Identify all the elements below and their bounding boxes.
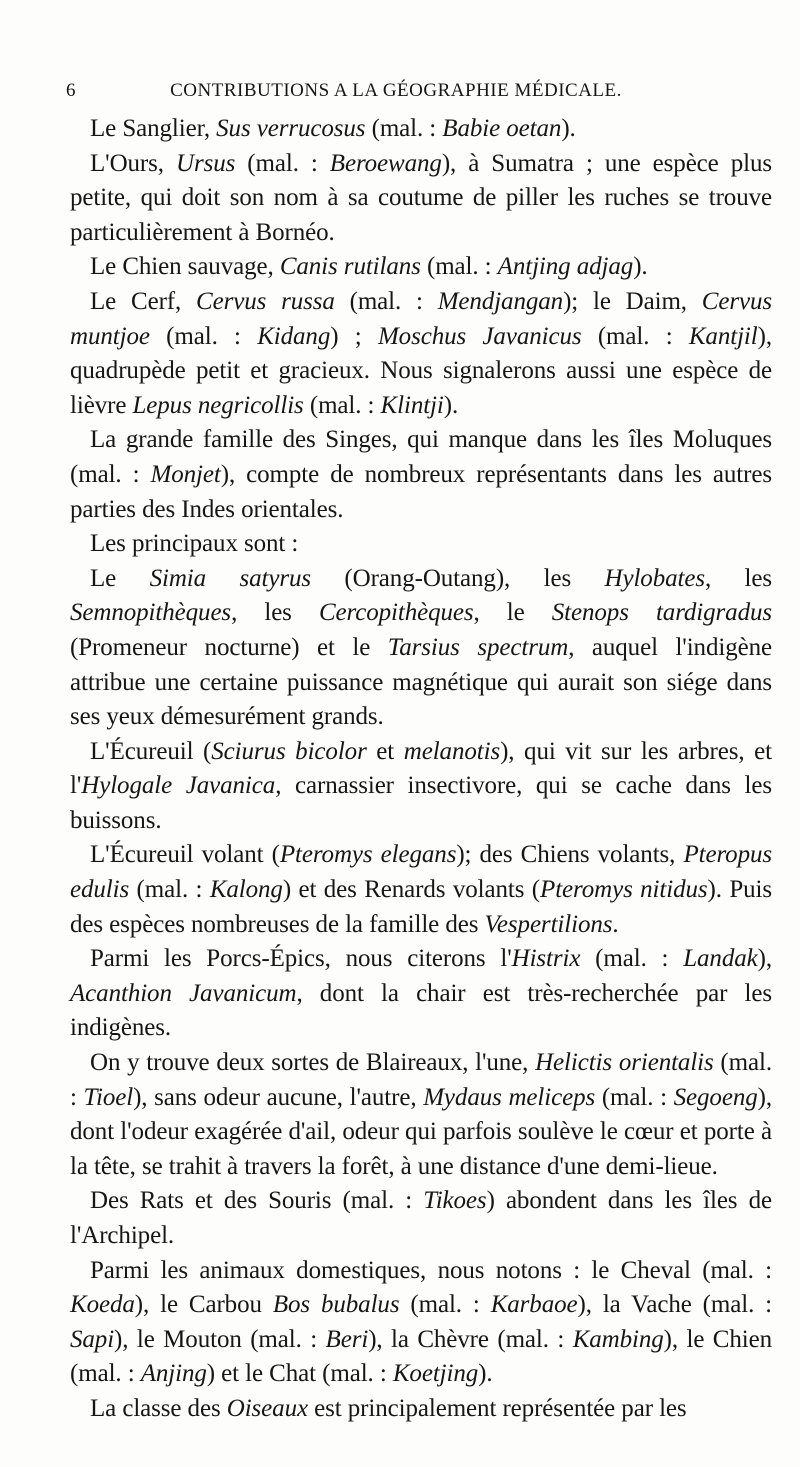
paragraph: La grande famille des Singes, qui manque dans les îles Moluques (mal. : Monjet), compte de nombreux représentants dans les autres parties des Indes orientales.: [70, 426, 772, 523]
taxon-name: Mydaus meliceps: [423, 1083, 596, 1111]
taxon-name: Histrix: [511, 945, 581, 973]
taxon-name: Cercopithèques: [318, 599, 474, 627]
taxon-name: Simia satyrus: [149, 564, 311, 592]
taxon-name: Lepus negricollis: [132, 391, 304, 419]
taxon-name: Helictis orientalis: [535, 1049, 714, 1077]
taxon-name: Pteropus edulis: [70, 841, 772, 904]
paragraph: Parmi les Porcs-Épics, nous citerons l'Histrix (mal. : Landak), Acanthion Javanicum, dont la chair est très-recherchée par les indigènes.: [70, 945, 773, 1042]
taxon-name: Babie oetan: [442, 115, 562, 142]
taxon-name: Anjing: [140, 1360, 207, 1388]
taxon-name: Hylobates: [604, 564, 705, 592]
paragraph: L'Écureuil volant (Pteromys elegans); des Chiens volants, Pteropus edulis (mal. : Kalong) et des Renards volants (Pteromys nitidus). Puis des espèces nombreuses de la famille des Vespertilions.: [70, 841, 772, 938]
taxon-name: Pteromys elegans: [279, 841, 457, 869]
taxon-name: Koetjing: [392, 1360, 479, 1388]
taxon-name: Sapi: [70, 1325, 115, 1353]
paragraph: Le Sanglier, Sus verrucosus (mal. : Babie oetan).: [90, 115, 576, 142]
taxon-name: Canis rutilans: [279, 253, 421, 281]
paragraph: L'Écureuil (Sciurus bicolor et melanotis), qui vit sur les arbres, et l'Hylogale Javanica, carnassier insectivore, qui se cache dans les buissons.: [70, 737, 772, 834]
taxon-name: Pteromys nitidus: [540, 876, 708, 904]
paragraph: On y trouve deux sortes de Blaireaux, l'une, Helictis orientalis (mal. : Tioel), sans odeur aucune, l'autre, Mydaus meliceps (mal. : Segoeng), dont l'odeur exagérée d'ail, odeur qui parfois soulève le cœur et porte à la tête, se trahit à travers la forêt, à une distance d'une demi-lieue.: [70, 1049, 773, 1180]
taxon-name: Antjing adjag: [497, 253, 634, 281]
taxon-name: Koeda: [70, 1291, 135, 1319]
taxon-name: Vespertilions: [484, 910, 613, 938]
page-number: 6: [66, 80, 76, 101]
taxon-name: Semnopithèques: [70, 599, 232, 627]
paragraph: Parmi les animaux domestiques, nous notons : le Cheval (mal. : Koeda), le Carbou Bos bubalus (mal. : Karbaoe), la Vache (mal. : Sapi), le Mouton (mal. : Beri), la Chèvre (mal. : Kambing), le Chien (mal. : Anjing) et le Chat (mal. : Koetjing).: [70, 1256, 773, 1388]
paragraph: Des Rats et des Souris (mal. : Tikoes) abondent dans les îles de l'Archipel.: [70, 1187, 772, 1249]
paragraph: Le Simia satyrus (Orang-Outang), les Hylobates, les Semnopithèques, les Cercopithèques, le Stenops tardigradus (Promeneur nocturne) et le Tarsius spectrum, auquel l'indigène attribue une certaine puissance magnétique qui aurait son siége dans ses yeux démesurément grands.: [70, 564, 773, 731]
body-text: [70, 112, 772, 1427]
taxon-name: Cervus muntjoe: [70, 287, 773, 350]
taxon-name: Tioel: [83, 1083, 134, 1111]
taxon-name: Kantjil: [688, 322, 758, 350]
taxon-name: Ursus: [175, 149, 236, 177]
taxon-name: Stenops tardigradus: [551, 599, 773, 627]
taxon-name: Tikoes: [423, 1187, 487, 1215]
taxon-name: Oiseaux: [226, 1394, 308, 1422]
taxon-name: Kalong: [209, 876, 283, 904]
paragraph: L'Ours, Ursus (mal. : Beroewang), à Sumatra ; une espèce plus petite, qui doit son nom à sa coutume de piller les ruches se trouve particulièrement à Bornéo.: [70, 149, 772, 246]
taxon-name: Beri: [325, 1325, 369, 1353]
running-head: CONTRIBUTIONS A LA GÉOGRAPHIE MÉDICALE.: [170, 80, 622, 101]
taxon-name: Hylogale Javanica: [81, 772, 276, 800]
taxon-name: Segoeng: [673, 1083, 758, 1111]
taxon-name: Acanthion Javanicum: [70, 979, 297, 1007]
paragraph: Le Chien sauvage, Canis rutilans (mal. : Antjing adjag).: [90, 253, 648, 281]
paragraph: Le Cerf, Cervus russa (mal. : Mendjangan); le Daim, Cervus muntjoe (mal. : Kidang) ; Moschus Javanicus (mal. : Kantjil), quadrupède petit et gracieux. Nous signalerons aussi une espèce de lièvre Lepus negricollis (mal. : Klintji).: [70, 287, 773, 419]
taxon-name: Klintji: [380, 391, 444, 419]
taxon-name: melanotis: [403, 737, 501, 765]
taxon-name: Karbaoe: [490, 1291, 578, 1319]
taxon-name: Kidang: [257, 322, 331, 350]
page-header: [66, 80, 772, 108]
taxon-name: Monjet: [150, 460, 221, 488]
taxon-name: Sus verrucosus: [216, 115, 366, 142]
taxon-name: Mendjangan: [437, 287, 564, 315]
taxon-name: Sciurus bicolor: [211, 737, 367, 765]
paragraph: Les principaux sont :: [90, 530, 299, 558]
taxon-name: Landak: [683, 945, 758, 973]
taxon-name: Moschus Javanicus: [377, 322, 582, 350]
paragraph: La classe des Oiseaux est principalement représentée par les: [90, 1394, 687, 1422]
taxon-name: Kambing: [572, 1325, 664, 1353]
taxon-name: Beroewang: [329, 149, 442, 177]
taxon-name: Tarsius spectrum: [387, 633, 569, 661]
taxon-name: Cervus russa: [196, 287, 335, 315]
taxon-name: Bos bubalus: [272, 1291, 400, 1319]
